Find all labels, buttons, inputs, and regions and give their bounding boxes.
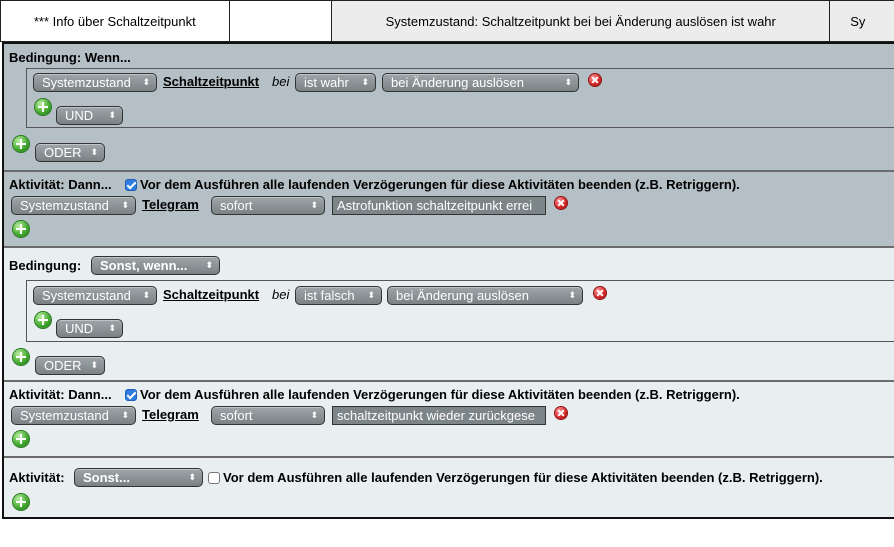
header-empty-cell	[230, 1, 333, 41]
stop-delays-label: Vor dem Ausführen alle laufenden Verzögerungen für diese Aktivitäten beenden (z.B. Retriggern).	[140, 387, 740, 402]
delete-activity-icon[interactable]	[555, 407, 567, 419]
activity-source-select[interactable]	[11, 406, 136, 425]
condition-trigger-value: bei Änderung auslösen	[391, 75, 524, 90]
up-down-arrow-icon: ⬍	[90, 147, 98, 157]
activity-timing-value: sofort	[220, 408, 253, 423]
program-editor-frame	[2, 42, 894, 519]
activity-message-input[interactable]: schaltzeitpunkt wieder zurückgese	[332, 406, 546, 425]
condition-source-value: Systemzustand	[42, 75, 131, 90]
activity-mode-value: Sonst...	[83, 470, 130, 485]
activity-block-then	[4, 170, 894, 246]
activity-block-then-2	[4, 380, 894, 456]
up-down-arrow-icon: ⬍	[142, 290, 150, 300]
activity-source-value: Systemzustand	[20, 408, 109, 423]
up-down-arrow-icon: ⬍	[142, 77, 150, 87]
condition-source-select[interactable]	[33, 73, 157, 92]
up-down-arrow-icon: ⬍	[188, 472, 196, 482]
activity-timing-value: sofort	[220, 198, 253, 213]
stop-delays-checkbox[interactable]	[125, 389, 137, 401]
condition-trigger-select[interactable]	[382, 73, 579, 92]
stop-delays-checkbox[interactable]	[125, 179, 137, 191]
or-operator-select[interactable]	[35, 143, 105, 162]
condition-mode-value: Sonst, wenn...	[100, 258, 188, 273]
activity-else-label: Aktivität:	[9, 470, 65, 485]
and-operator-select[interactable]	[56, 106, 123, 125]
or-operator-select[interactable]	[35, 356, 105, 375]
delete-condition-icon[interactable]	[589, 74, 601, 86]
condition-if-label: Bedingung: Wenn...	[9, 50, 131, 65]
condition-source-value: Systemzustand	[42, 288, 131, 303]
add-activity-icon[interactable]	[13, 431, 29, 447]
condition-trigger-select[interactable]	[387, 286, 583, 305]
activity-target-link[interactable]: Telegram	[142, 407, 199, 422]
activity-target-link[interactable]: Telegram	[142, 197, 199, 212]
add-activity-icon[interactable]	[13, 221, 29, 237]
up-down-arrow-icon: ⬍	[108, 110, 116, 120]
up-down-arrow-icon: ⬍	[367, 290, 375, 300]
condition-object-link[interactable]: Schaltzeitpunkt	[163, 287, 260, 302]
delete-activity-icon[interactable]	[555, 197, 567, 209]
stop-delays-label: Vor dem Ausführen alle laufenden Verzögerungen für diese Aktivitäten beenden (z.B. Retriggern).	[140, 177, 740, 192]
activity-then-label: Aktivität: Dann...	[9, 387, 112, 402]
up-down-arrow-icon: ⬍	[90, 360, 98, 370]
header-overflow-cell: Sy	[830, 1, 894, 41]
activity-block-else	[4, 456, 894, 517]
and-operator-value: UND	[65, 108, 94, 123]
up-down-arrow-icon: ⬍	[361, 77, 369, 87]
up-down-arrow-icon: ⬍	[121, 200, 129, 210]
condition-prep-text: bei	[272, 74, 290, 89]
stop-delays-label: Vor dem Ausführen alle laufenden Verzögerungen für diese Aktivitäten beenden (z.B. Retriggern).	[223, 470, 823, 485]
activity-mode-select[interactable]	[74, 468, 203, 487]
add-and-condition-icon[interactable]	[35, 312, 51, 328]
condition-group	[26, 280, 894, 342]
add-and-condition-icon[interactable]	[35, 99, 51, 115]
condition-group	[26, 68, 894, 128]
and-operator-select[interactable]	[56, 319, 123, 338]
condition-state-value: ist wahr	[304, 75, 349, 90]
condition-block-elseif	[4, 246, 894, 380]
program-header-table	[0, 0, 894, 42]
up-down-arrow-icon: ⬍	[205, 260, 213, 270]
up-down-arrow-icon: ⬍	[310, 200, 318, 210]
activity-source-select[interactable]	[11, 196, 136, 215]
condition-elseif-label: Bedingung:	[9, 258, 82, 273]
activity-source-value: Systemzustand	[20, 198, 109, 213]
up-down-arrow-icon: ⬍	[108, 323, 116, 333]
add-or-condition-icon[interactable]	[13, 349, 29, 365]
condition-trigger-value: bei Änderung auslösen	[396, 288, 529, 303]
condition-prep-text: bei	[272, 287, 290, 302]
activity-then-label: Aktivität: Dann...	[9, 177, 112, 192]
condition-state-select[interactable]	[295, 73, 376, 92]
condition-object-link[interactable]: Schaltzeitpunkt	[163, 74, 260, 89]
add-or-condition-icon[interactable]	[13, 136, 29, 152]
condition-state-select[interactable]	[295, 286, 382, 305]
condition-block-if	[4, 44, 894, 170]
or-operator-value: ODER	[44, 358, 82, 373]
header-info-cell: *** Info über Schaltzeitpunkt	[1, 1, 230, 41]
header-condition-summary: Systemzustand: Schaltzeitpunkt bei bei Änderung auslösen ist wahr	[332, 1, 830, 41]
up-down-arrow-icon: ⬍	[568, 290, 576, 300]
condition-state-value: ist falsch	[304, 288, 355, 303]
add-activity-icon[interactable]	[13, 494, 29, 510]
up-down-arrow-icon: ⬍	[121, 410, 129, 420]
activity-message-input[interactable]: Astrofunktion schaltzeitpunkt errei	[332, 196, 546, 215]
condition-source-select[interactable]	[33, 286, 157, 305]
up-down-arrow-icon: ⬍	[564, 77, 572, 87]
activity-timing-select[interactable]	[211, 196, 325, 215]
and-operator-value: UND	[65, 321, 94, 336]
up-down-arrow-icon: ⬍	[310, 410, 318, 420]
or-operator-value: ODER	[44, 145, 82, 160]
activity-timing-select[interactable]	[211, 406, 325, 425]
condition-mode-select[interactable]	[91, 256, 220, 275]
stop-delays-checkbox[interactable]	[208, 472, 220, 484]
delete-condition-icon[interactable]	[594, 287, 606, 299]
